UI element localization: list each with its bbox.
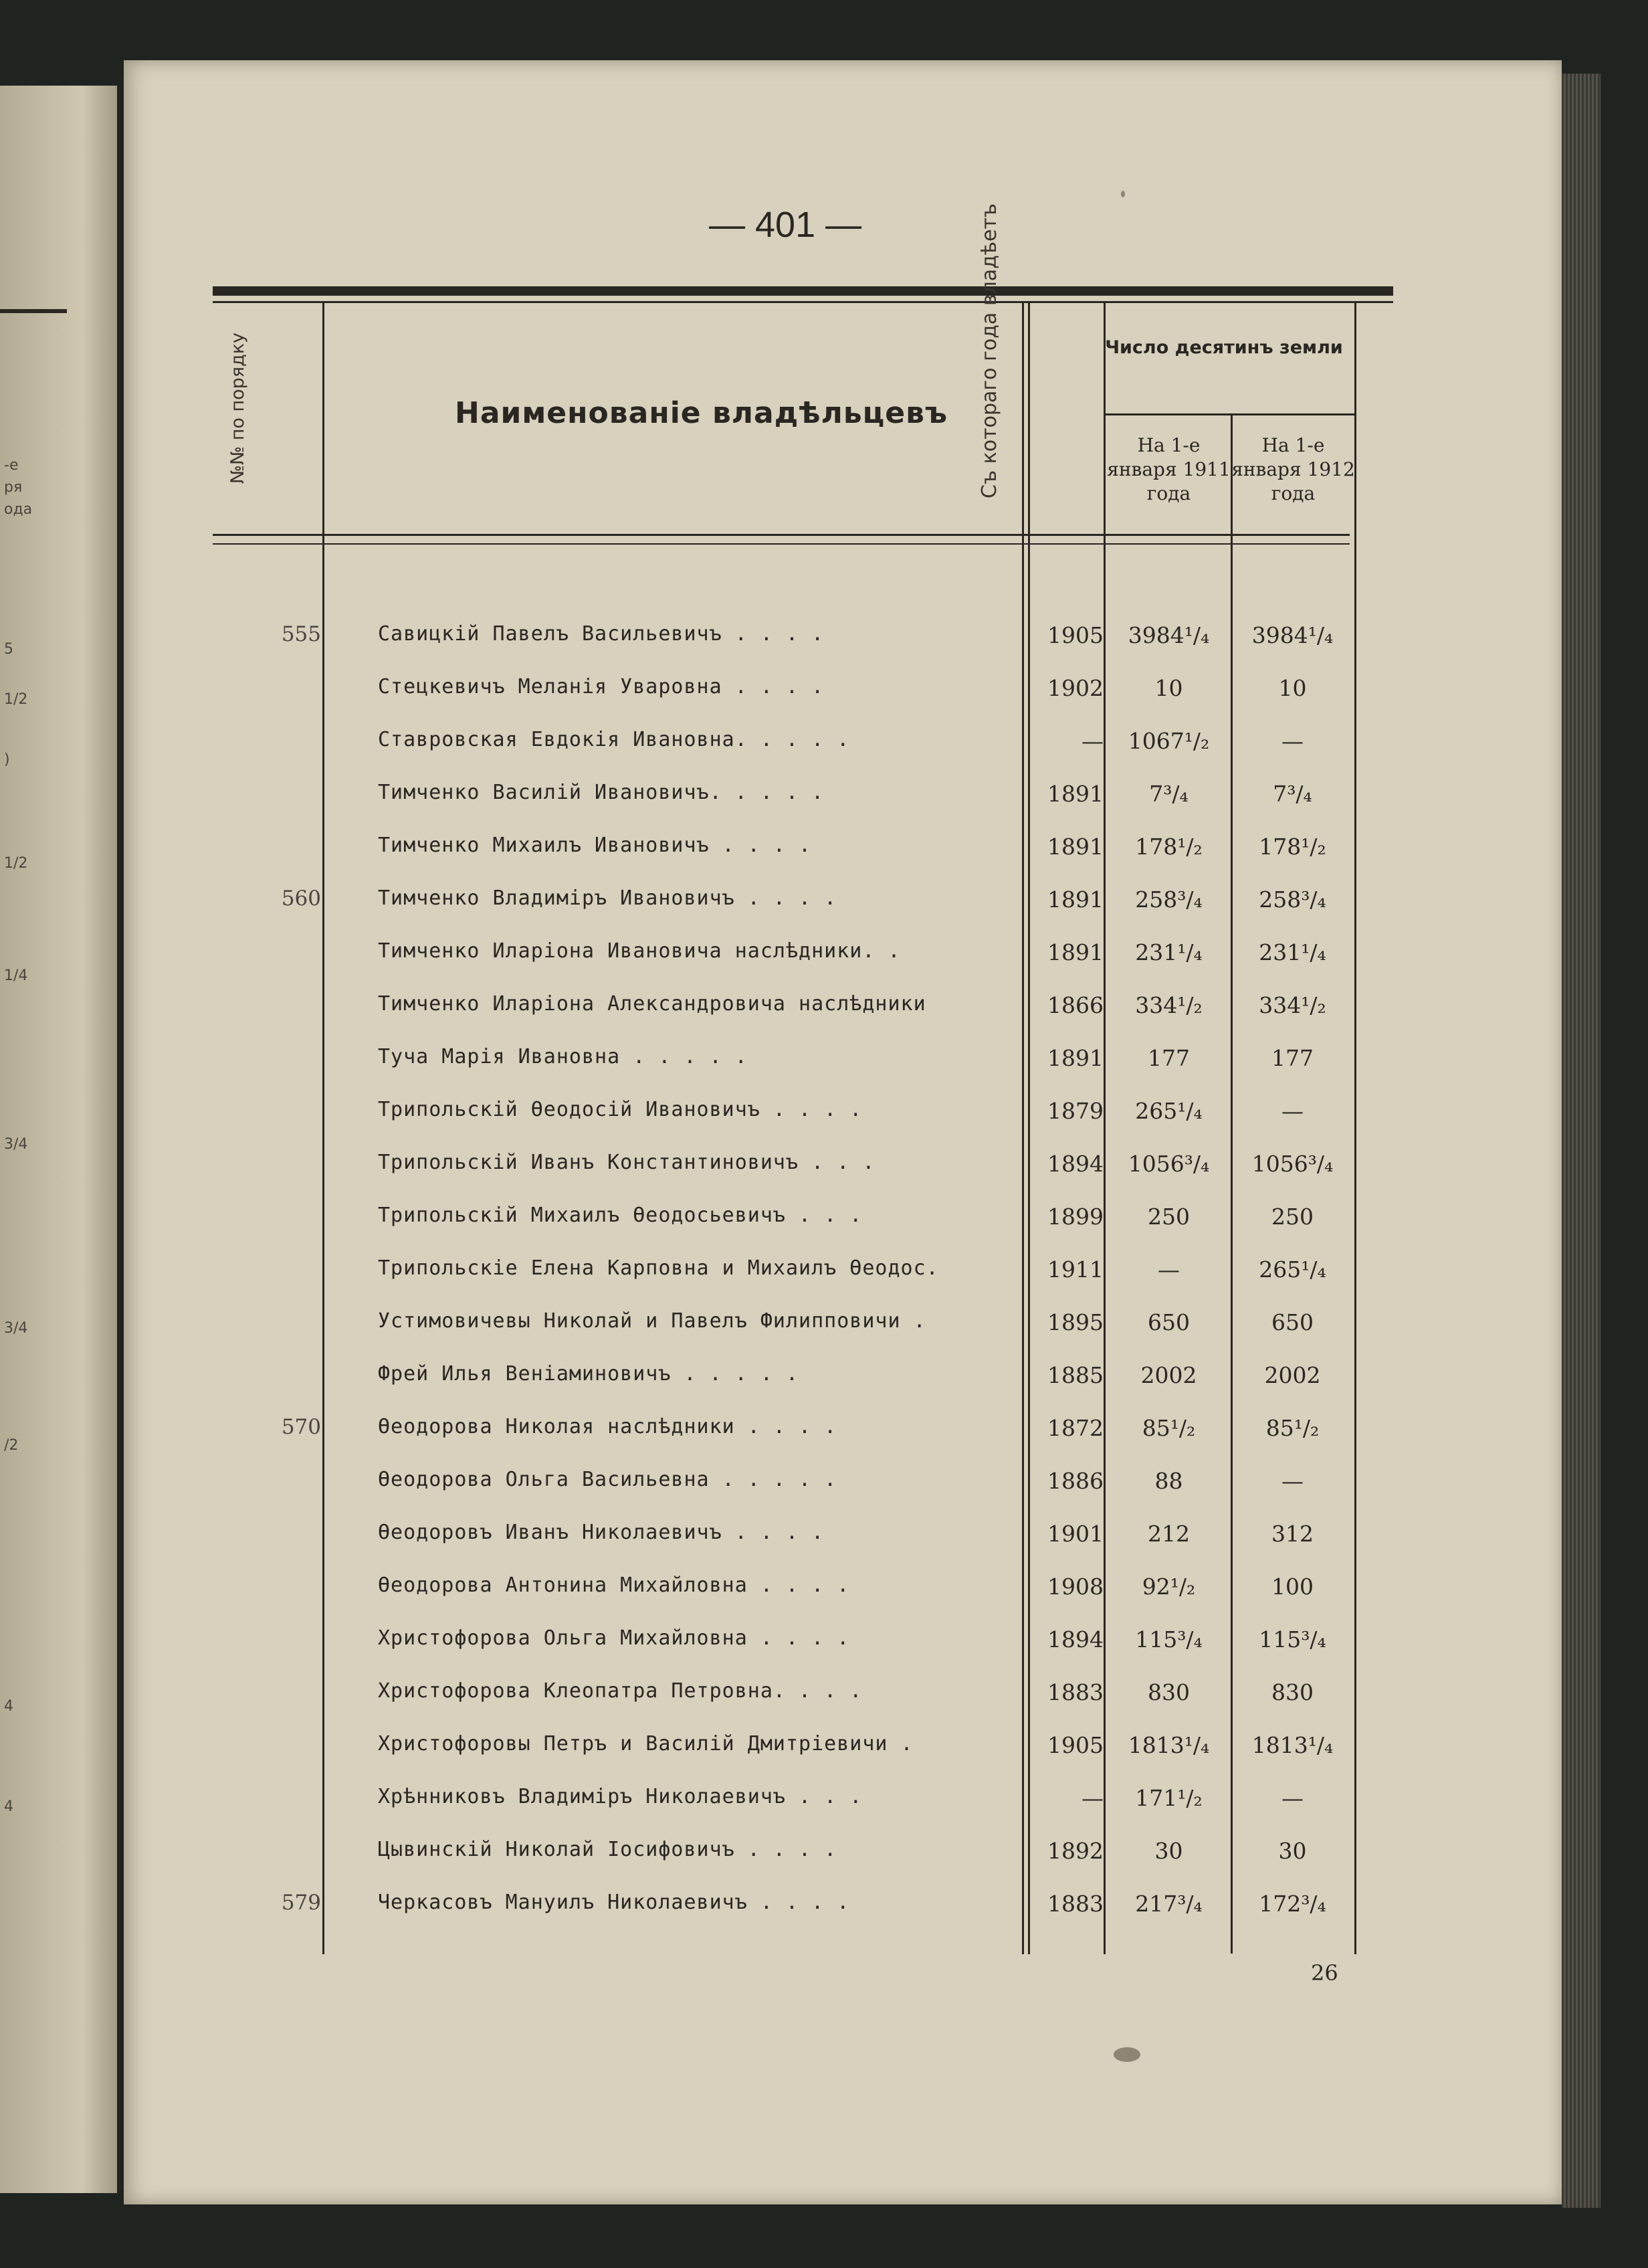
table-row (0, 1256, 1648, 1309)
table-row (0, 1679, 1648, 1732)
table-row (0, 886, 1648, 939)
owned-since-year: 1895 (1047, 1309, 1104, 1335)
land-1911: 10 (1154, 675, 1183, 701)
table-top-rule-thin (213, 301, 1393, 303)
land-1911: 88 (1154, 1468, 1183, 1494)
land-1912: — (1281, 1098, 1304, 1124)
signature-mark: 26 (1311, 1960, 1338, 1986)
left-fragment: 5 (4, 641, 13, 658)
land-1912: 650 (1271, 1309, 1314, 1335)
land-1911: 7³/₄ (1149, 781, 1189, 807)
land-1911: 217³/₄ (1135, 1891, 1203, 1917)
table-row (0, 1468, 1648, 1521)
header-column-1911: На 1-е января 1911 года (1107, 434, 1231, 504)
table-row (0, 1151, 1648, 1204)
land-1912: 1813¹/₄ (1251, 1732, 1334, 1758)
land-1911: 212 (1148, 1521, 1190, 1547)
header-column-names: Наименованіе владѣльцевъ (455, 396, 948, 430)
header-column-year: Съ котораго года владѣетъ (978, 203, 1001, 498)
owned-since-year: 1866 (1047, 992, 1104, 1018)
owned-since-year: 1891 (1047, 1045, 1104, 1071)
land-1912: — (1281, 1468, 1304, 1494)
owner-name: Черкасовъ Мануилъ Николаевичъ . . . . (378, 1891, 850, 1914)
land-1912: 178¹/₂ (1259, 834, 1326, 860)
left-fragment: /2 (4, 1437, 19, 1454)
owner-name: Өеодорова Ольга Васильевна . . . . . (378, 1468, 837, 1491)
ink-dot (1121, 191, 1125, 197)
owner-name: Стецкевичъ Меланія Уваровна . . . . (378, 675, 825, 698)
left-fragment: ода (4, 501, 33, 518)
owned-since-year: 1879 (1047, 1098, 1104, 1124)
land-1911: 30 (1154, 1838, 1183, 1864)
land-1911: 92¹/₂ (1142, 1574, 1196, 1600)
owner-name: Устимовичевы Николай и Павелъ Филипповичи . (378, 1309, 926, 1333)
owner-name: Трипольскій Өеодосій Ивановичъ . . . . (378, 1098, 863, 1121)
land-1911: 178¹/₂ (1135, 834, 1203, 860)
table-row (0, 834, 1648, 886)
land-1912: 7³/₄ (1273, 781, 1312, 807)
land-1911: 265¹/₄ (1135, 1098, 1203, 1124)
land-1911: 85¹/₂ (1142, 1415, 1196, 1441)
owner-name: Тимченко Владиміръ Ивановичъ . . . . (378, 886, 837, 910)
table-row (0, 1098, 1648, 1151)
land-1911: 231¹/₄ (1135, 939, 1203, 965)
table-row (0, 1415, 1648, 1468)
owner-name: Тимченко Василій Ивановичъ. . . . . (378, 781, 825, 804)
table-row (0, 1785, 1648, 1838)
owned-since-year: 1891 (1047, 886, 1104, 913)
land-1911: 2002 (1140, 1362, 1197, 1388)
land-1912: 334¹/₂ (1259, 992, 1326, 1018)
owner-name: Туча Марія Ивановна . . . . . (378, 1045, 748, 1068)
ink-smudge (1114, 2047, 1140, 2062)
owner-name: Өеодоровъ Иванъ Николаевичъ . . . . (378, 1521, 825, 1544)
land-1912: 115³/₄ (1259, 1626, 1326, 1652)
header-column-number: №№ по порядку (227, 333, 248, 484)
owned-since-year: 1891 (1047, 834, 1104, 860)
owner-name: Христофорова Клеопатра Петровна. . . . (378, 1679, 863, 1703)
owned-since-year: 1911 (1047, 1256, 1104, 1283)
owner-name: Христофоровы Петръ и Василій Дмитріевичи . (378, 1732, 914, 1756)
page-number: — 401 — (709, 205, 862, 245)
table-row (0, 1838, 1648, 1891)
land-1912: 258³/₄ (1259, 886, 1326, 913)
table-row (0, 675, 1648, 728)
table-row (0, 1891, 1648, 1944)
table-row (0, 1309, 1648, 1362)
row-number: 570 (281, 1415, 321, 1439)
land-1911: 177 (1148, 1045, 1190, 1071)
left-fragment: 1/2 (4, 855, 28, 872)
owner-name: Трипольскій Михаилъ Өеодосьевичъ . . . (378, 1204, 863, 1227)
header-column-land: Число десятинъ земли (1105, 337, 1343, 358)
land-1911: 250 (1148, 1204, 1190, 1230)
owner-name: Өеодорова Николая наслѣдники . . . . (378, 1415, 837, 1438)
table-row (0, 781, 1648, 834)
left-fragment: 4 (4, 1798, 13, 1815)
left-fragment: 4 (4, 1698, 13, 1715)
owned-since-year: 1891 (1047, 781, 1104, 807)
owned-since-year: 1899 (1047, 1204, 1104, 1230)
land-1912: 100 (1271, 1574, 1314, 1600)
table-row (0, 992, 1648, 1045)
left-fragment: 1/2 (4, 691, 28, 708)
header-column-1912: На 1-е января 1912 года (1231, 434, 1355, 504)
land-1912: — (1281, 1785, 1304, 1811)
land-1911: 1067¹/₂ (1128, 728, 1210, 754)
row-number: 579 (281, 1891, 321, 1915)
owned-since-year: 1885 (1047, 1362, 1104, 1388)
land-1911: 830 (1148, 1679, 1190, 1705)
table-row (0, 1362, 1648, 1415)
owner-name: Ставровская Евдокія Ивановна. . . . . (378, 728, 850, 751)
owned-since-year: — (1082, 728, 1104, 754)
left-fragment: ря (4, 479, 23, 496)
row-number: 560 (281, 886, 321, 911)
land-1912: — (1281, 728, 1304, 754)
owned-since-year: 1891 (1047, 939, 1104, 965)
owned-since-year: 1892 (1047, 1838, 1104, 1864)
land-1911: 115³/₄ (1135, 1626, 1203, 1652)
owned-since-year: 1872 (1047, 1415, 1104, 1441)
table-row (0, 1732, 1648, 1785)
header-bottom-rule-thin (213, 543, 1350, 545)
land-1911: 1056³/₄ (1128, 1151, 1210, 1177)
table-row (0, 1045, 1648, 1098)
land-1912: 830 (1271, 1679, 1314, 1705)
owned-since-year: 1886 (1047, 1468, 1104, 1494)
land-1912: 172³/₄ (1259, 1891, 1326, 1917)
owned-since-year: 1894 (1047, 1626, 1104, 1652)
land-1912: 231¹/₄ (1259, 939, 1326, 965)
table-row (0, 939, 1648, 992)
owner-name: Трипольскіе Елена Карповна и Михаилъ Өеодос. (378, 1256, 939, 1280)
owned-since-year: 1883 (1047, 1891, 1104, 1917)
left-fragment: -е (4, 457, 19, 474)
land-1912: 265¹/₄ (1259, 1256, 1326, 1283)
land-1911: 650 (1148, 1309, 1190, 1335)
land-1911: 334¹/₂ (1135, 992, 1203, 1018)
owner-name: Трипольскій Иванъ Константиновичъ . . . (378, 1151, 875, 1174)
left-fragment: ) (4, 751, 10, 768)
owner-name: Цывинскій Николай Іосифовичъ . . . . (378, 1838, 837, 1861)
left-fragment: 1/4 (4, 967, 28, 984)
owned-since-year: 1883 (1047, 1679, 1104, 1705)
land-header-rule (1106, 413, 1354, 415)
land-1912: 85¹/₂ (1265, 1415, 1320, 1441)
owner-name: Савицкій Павелъ Васильевичъ . . . . (378, 622, 825, 646)
land-1912: 3984¹/₄ (1251, 622, 1334, 648)
table-row (0, 622, 1648, 675)
land-1912: 177 (1271, 1045, 1314, 1071)
land-1912: 250 (1271, 1204, 1314, 1230)
land-1911: 171¹/₂ (1135, 1785, 1203, 1811)
owned-since-year: 1908 (1047, 1574, 1104, 1600)
table-top-rule (213, 286, 1393, 296)
table-row (0, 1204, 1648, 1256)
left-fragment: 3/4 (4, 1320, 28, 1337)
land-1911: 258³/₄ (1135, 886, 1203, 913)
table-row (0, 1574, 1648, 1626)
left-fragment: 3/4 (4, 1136, 28, 1153)
left-page-rule (0, 309, 67, 313)
owner-name: Хрѣнниковъ Владиміръ Николаевичъ . . . (378, 1785, 863, 1808)
land-1911: — (1158, 1256, 1180, 1283)
owner-name: Тимченко Иларіона Александровича наслѣдники (378, 992, 926, 1016)
owner-name: Христофорова Ольга Михайловна . . . . (378, 1626, 850, 1650)
land-1912: 30 (1278, 1838, 1307, 1864)
owned-since-year: — (1082, 1785, 1104, 1811)
land-1912: 1056³/₄ (1251, 1151, 1334, 1177)
owned-since-year: 1905 (1047, 622, 1104, 648)
land-1912: 2002 (1264, 1362, 1321, 1388)
owned-since-year: 1905 (1047, 1732, 1104, 1758)
owned-since-year: 1902 (1047, 675, 1104, 701)
land-1912: 312 (1271, 1521, 1314, 1547)
header-bottom-rule (213, 534, 1350, 536)
owned-since-year: 1894 (1047, 1151, 1104, 1177)
table-row (0, 728, 1648, 781)
land-1911: 1813¹/₄ (1128, 1732, 1210, 1758)
land-1911: 3984¹/₄ (1128, 622, 1210, 648)
owner-name: Фрей Илья Веніаминовичъ . . . . . (378, 1362, 799, 1386)
land-1912: 10 (1278, 675, 1307, 701)
owned-since-year: 1901 (1047, 1521, 1104, 1547)
table-row (0, 1521, 1648, 1574)
owner-name: Тимченко Михаилъ Ивановичъ . . . . (378, 834, 812, 857)
owner-name: Өеодорова Антонина Михайловна . . . . (378, 1574, 850, 1597)
owner-name: Тимченко Иларіона Ивановича наслѣдники. . (378, 939, 901, 963)
row-number: 555 (281, 622, 321, 646)
table-row (0, 1626, 1648, 1679)
